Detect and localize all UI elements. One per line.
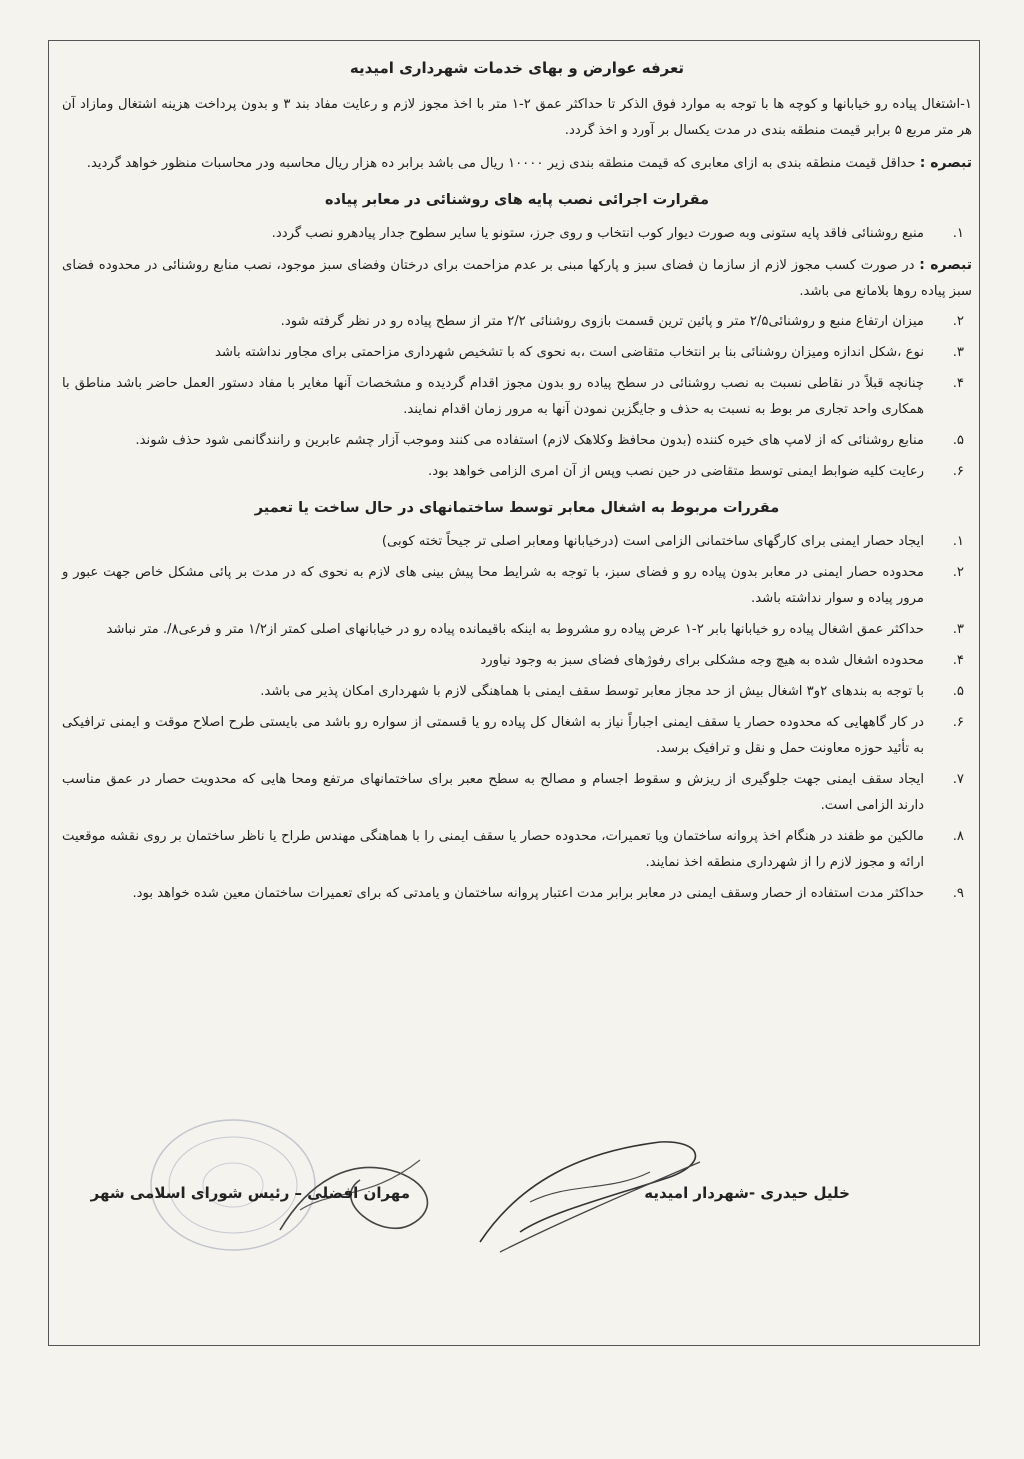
item-number: ۹. bbox=[952, 886, 964, 901]
section1-note-text: حداقل قیمت منطقه بندی به ازای معابری که قیمت منطقه بندی زیر ۱۰۰۰۰ ریال می باشد برابر ده هزار ریال محاسبه ودر محاسبات منظور خواهد گردید. bbox=[86, 156, 920, 171]
item-number: ۴. bbox=[952, 653, 964, 668]
list-item bbox=[62, 371, 972, 423]
signature-area bbox=[60, 1100, 970, 1330]
list-item bbox=[62, 221, 972, 247]
section2-note bbox=[62, 252, 972, 305]
section3-list bbox=[62, 529, 972, 907]
council-signature-label: مهران افضلی – رئیس شورای اسلامی شهر bbox=[90, 1184, 410, 1202]
list-item bbox=[62, 340, 972, 366]
item-text: در کار گاههایی که محدوده حصار یا سقف ایمنی اجباراً نیاز به اشغال کل پیاده رو یا قسمتی از سواره رو باشد می بایستی طرح اصلاح موقت و ایمنی ترافیکی به تأئید حوزه معاونت حمل و نقل و ترافیک برسد. bbox=[62, 715, 924, 756]
item-number: ۶. bbox=[952, 715, 964, 730]
section1-paragraph: ۱-اشتغال پیاده رو خیابانها و کوچه ها با توجه به موارد فوق الذکر تا حداکثر عمق ۲-۱ متر با اخذ مجوز لازم و رعایت مفاد بند ۳ و بدون پرداخت هزینه اشتغال ومازاد آن هر متر مربع ۵ برابر قیمت منطقه بندی در مدت یکسال بر آورد و اخذ گردد. bbox=[62, 97, 972, 138]
item-text: منبع روشنائی فاقد پایه ستونی وبه صورت دیوار کوب انتخاب و روی جرز، ستونو یا سایر سطوح جدار پیادهرو نصب گردد. bbox=[271, 226, 924, 241]
list-item bbox=[62, 560, 972, 612]
item-number: ۶. bbox=[952, 464, 964, 479]
section1-note bbox=[62, 150, 972, 177]
item-number: ۲. bbox=[952, 314, 964, 329]
item-number: ۱. bbox=[952, 226, 964, 241]
section2-heading: مقرارت اجرائی نصب پایه های روشنائی در معابر پیاده bbox=[325, 192, 709, 208]
item-number: ۷. bbox=[952, 772, 964, 787]
document-title: تعرفه عوارض و بهای خدمات شهرداری امیدیه bbox=[349, 59, 685, 77]
item-number: ۳. bbox=[952, 622, 964, 637]
list-item bbox=[62, 428, 972, 454]
item-text: حداکثر عمق اشغال پیاده رو خیابانها بابر ۲-۱ عرض پیاده رو مشروط به اینکه باقیمانده پیاده رو در خیابانهای اصلی کمتر از۱/۲ متر و فرعی۸/. متر نباشد bbox=[106, 622, 924, 637]
list-item bbox=[62, 710, 972, 762]
item-number: ۸. bbox=[952, 829, 964, 844]
document-body bbox=[62, 52, 972, 912]
item-text: محدوده اشغال شده به هیچ وجه مشکلی برای رفوژهای فضای سبز به وجود نیاورد bbox=[480, 653, 924, 668]
list-item bbox=[62, 824, 972, 876]
item-number: ۱. bbox=[952, 534, 964, 549]
item-text: مالکین مو ظفند در هنگام اخذ پروانه ساختمان ویا تعمیرات، محدوده حصار یا سقف ایمنی را با هماهنگی مهندس طراح یا ناظر ساختمان بر روی نقشه موقعیت ارائه و مجوز لازم را از شهرداری منطقه اخذ نمایند. bbox=[62, 829, 924, 870]
section2-note-text: در صورت کسب مجوز لازم از سازما ن فضای سبز و پارکها مبنی بر عدم مزاحمت برای درختان وفضای سبز موجود، نصب منابع روشنائی در محدوده فضای سبز پیاده روها بلامانع می باشد. bbox=[62, 258, 972, 299]
item-text: ایجاد سقف ایمنی جهت جلوگیری از ریزش و سقوط اجسام و مصالح به سطح معبر برای ساختمانهای مرتفع ومحا هایی که محدویت حصار در عمق مناسب دارند الزامی است. bbox=[62, 772, 924, 813]
item-text: میزان ارتفاع منبع و روشنائی۲/۵ متر و پائین ترین قسمت بازوی روشنائی ۲/۲ متر از سطح پیاده رو در نظر گرفته شود. bbox=[280, 314, 924, 329]
item-text: حداکثر مدت استفاده از حصار وسقف ایمنی در معابر برابر مدت اعتبار پروانه ساختمان و یامدتی که برای تعمیرات ساختمان معین شده خواهد بود. bbox=[132, 886, 924, 901]
item-number: ۲. bbox=[952, 565, 964, 580]
item-text: با توجه به بندهای ۲و۳ اشغال بیش از حد مجاز معابر توسط سقف ایمنی با هماهنگی لازم با شهرداری امکان پذیر می باشد. bbox=[260, 684, 924, 699]
item-text: ایجاد حصار ایمنی برای کارگهای ساختمانی الزامی است (درخیابانها ومعابر اصلی تر جیحاً تخته کوبی) bbox=[381, 534, 924, 549]
section2-list-cont bbox=[62, 309, 972, 485]
item-text: رعایت کلیه ضوابط ایمنی توسط متقاضی در حین نصب وپس از آن امری الزامی خواهد بود. bbox=[428, 464, 924, 479]
list-item bbox=[62, 617, 972, 643]
item-text: نوع ،شکل اندازه ومیزان روشنائی بنا بر انتخاب متقاضی است ،به نحوی که با تشخیص شهرداری مزاحمتی برای مجاور نداشته باشد bbox=[214, 345, 924, 360]
item-number: ۴. bbox=[952, 376, 964, 391]
list-item bbox=[62, 309, 972, 335]
item-text: محدوده حصار ایمنی در معابر بدون پیاده رو و فضای سبز، با توجه به شرایط محا پیش بینی های لازم به نحوی که در مدت بر پائی مشکل خاص جهت عبور و مرور پیاده و سوار نداشته باشد. bbox=[62, 565, 924, 606]
section1-note-label: تبصره : bbox=[919, 155, 972, 171]
section2-note-label: تبصره : bbox=[919, 257, 972, 273]
item-number: ۵. bbox=[952, 433, 964, 448]
section3-heading: مقررات مربوط به اشغال معابر توسط ساختمانهای در حال ساخت یا تعمیر bbox=[254, 500, 780, 516]
list-item bbox=[62, 679, 972, 705]
list-item bbox=[62, 459, 972, 485]
item-number: ۳. bbox=[952, 345, 964, 360]
item-number: ۵. bbox=[952, 684, 964, 699]
item-text: منابع روشنائی که از لامپ های خیره کننده (بدون محافظ وکلاهک لازم) استفاده می کنند وموجب آزار چشم عابرین و رانندگانمی شود حذف شوند. bbox=[135, 433, 924, 448]
section2-list bbox=[62, 221, 972, 247]
list-item bbox=[62, 881, 972, 907]
list-item bbox=[62, 767, 972, 819]
list-item bbox=[62, 648, 972, 674]
list-item bbox=[62, 529, 972, 555]
mayor-signature-label: خلیل حیدری -شهردار امیدیه bbox=[644, 1184, 850, 1202]
item-text: چنانچه قبلاً در نقاطی نسبت به نصب روشنائی در سطح پیاده رو بدون مجوز اقدام گردیده و مشخصات آنها مغایر با مفاد دستور العمل حاضر باشد مناطق با همکاری واحد تجاری مر بوط به نسبت به حذف و جایگزین نمودن آنها به مرور زمان اقدام نمایند. bbox=[62, 376, 924, 417]
